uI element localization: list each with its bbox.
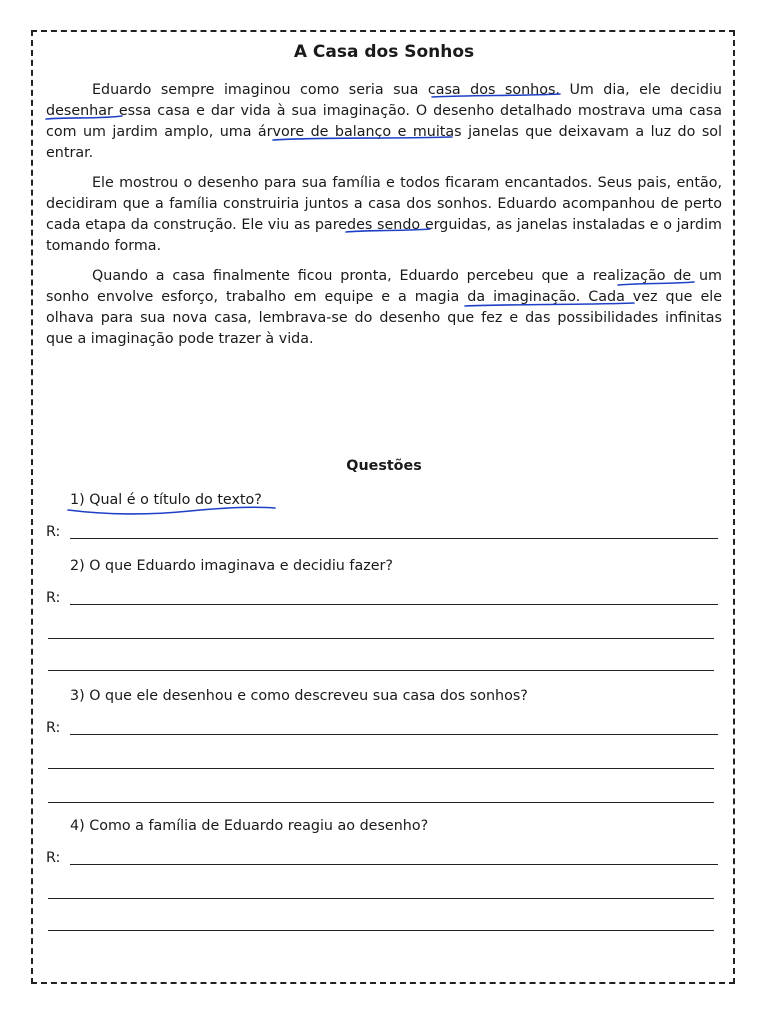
underlined-phrase: realização	[592, 268, 666, 284]
underlined-phrase: uma árvore de balanço	[219, 124, 392, 140]
answer-prefix: R:	[46, 590, 61, 606]
answer-field-3[interactable]	[46, 718, 718, 738]
answer-field-2[interactable]	[46, 588, 718, 608]
answer-rule	[48, 802, 714, 803]
answer-field-4[interactable]	[46, 848, 718, 868]
text-span: essa casa e dar vida à sua imaginação. O desenho detalhado mostrava uma casa com um jardim amplo,	[46, 103, 722, 140]
underlined-phrase: magia da imaginação	[414, 289, 576, 305]
answer-field-2-line-3[interactable]	[46, 654, 718, 674]
text-span: e muitas janelas que deixavam a luz do sol entrar.	[46, 124, 723, 161]
answer-rule	[48, 898, 714, 899]
answer-rule	[70, 604, 718, 605]
text-span: . Cada vez que ele olhava para sua nova casa, lembrava-se do desenho que fez e das possibilidades infinitas que a imaginação pode trazer à vida.	[46, 289, 723, 347]
text-span: Ele mostrou o desenho para sua família e todos ficaram encantados. Seus pais, então, decidiram que a família construiria juntos a casa dos sonhos. Eduardo acompanhou de perto cada etapa da	[46, 175, 722, 233]
text-span: . Ele viu as paredes sendo erguidas, as janelas instaladas e o jardim tomando forma.	[46, 217, 722, 254]
underlined-phrase: desenhar	[46, 103, 113, 119]
paragraph-2	[46, 173, 722, 257]
question-4: 4) Como a família de Eduardo reagiu ao desenho?	[70, 818, 429, 834]
question-2: 2) O que Eduardo imaginava e decidiu fazer?	[70, 558, 393, 574]
answer-rule	[48, 638, 714, 639]
page-title: A Casa dos Sonhos	[293, 42, 475, 62]
paragraph-1	[46, 80, 722, 164]
answer-field-2-line-2[interactable]	[46, 622, 718, 642]
answer-prefix: R:	[46, 524, 61, 540]
text-span: . Um dia, ele decidiu	[555, 82, 722, 98]
answer-prefix: R:	[46, 720, 61, 736]
answer-field-1[interactable]	[46, 522, 718, 542]
paragraph-3	[46, 266, 722, 350]
answer-field-4-line-2[interactable]	[46, 882, 718, 902]
answer-rule	[48, 768, 714, 769]
underlined-phrase: casa dos sonhos	[427, 82, 556, 98]
answer-field-4-line-3[interactable]	[46, 914, 718, 934]
answer-rule	[70, 864, 718, 865]
answer-field-3-line-2[interactable]	[46, 752, 718, 772]
answer-field-3-line-3[interactable]	[46, 786, 718, 806]
questions-heading: Questões	[346, 458, 422, 474]
text-span: Eduardo sempre imaginou como seria sua	[92, 82, 428, 98]
answer-prefix: R:	[46, 850, 61, 866]
underlined-phrase: construção	[153, 217, 233, 233]
answer-rule	[48, 670, 714, 671]
answer-rule	[70, 734, 718, 735]
question-3: 3) O que ele desenhou e como descreveu sua casa dos sonhos?	[70, 688, 528, 704]
text-span: de um sonho envolve esforço, trabalho em equipe e a	[46, 268, 722, 305]
answer-rule	[48, 930, 714, 931]
text-span: Quando a casa finalmente ficou pronta, Eduardo percebeu que a	[92, 268, 593, 284]
question-1: 1) Qual é o título do texto?	[70, 492, 262, 508]
answer-rule	[70, 538, 718, 539]
